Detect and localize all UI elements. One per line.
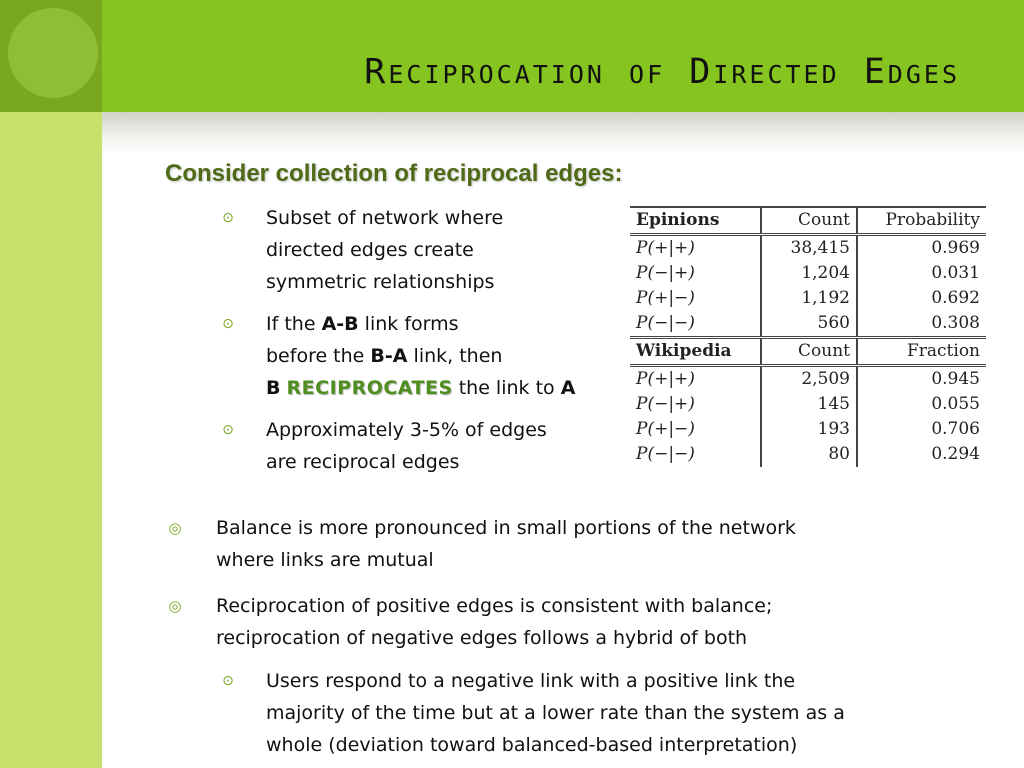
sub-bullet-reciprocates [222, 308, 576, 404]
table-cell: P(+|+) [630, 366, 761, 393]
decor-circle [8, 8, 98, 98]
reciprocates-highlight: RECIPROCATES [286, 377, 453, 399]
table-header-cell: Count [761, 207, 857, 235]
table-cell: 560 [761, 311, 857, 338]
text-run: link, then [407, 345, 503, 367]
table-row [630, 235, 986, 262]
bold-run: B-A [370, 345, 408, 367]
table-header-cell: Fraction [857, 338, 986, 366]
section-heading: Consider collection of reciprocal edges: [165, 160, 623, 187]
bullet-line: are reciprocal edges [266, 451, 460, 473]
table-cell: 193 [761, 417, 857, 442]
table-row [630, 286, 986, 311]
table-cell: 145 [761, 392, 857, 417]
table-cell: 38,415 [761, 235, 857, 262]
bullet-line: Subset of network where [266, 207, 504, 229]
sub-bullet-approx [222, 414, 547, 478]
bullet-line: directed edges create [266, 239, 474, 261]
table-cell: 0.294 [931, 444, 980, 464]
table-cell: 80 [761, 442, 857, 467]
table-cell: 0.308 [857, 311, 986, 338]
bullet-line [266, 372, 575, 404]
bullet-line: Balance is more pronounced in small portions of the network [216, 517, 796, 539]
table-cell: P(−|+) [630, 392, 761, 417]
table-cell: P(−|−) [630, 442, 761, 467]
table-row [630, 442, 986, 467]
table-cell: 1,192 [761, 286, 857, 311]
sub-bullet-subset [222, 202, 504, 298]
table-row [630, 366, 986, 393]
table-row [630, 261, 986, 286]
table-cell: 0.692 [931, 288, 980, 308]
table-header-cell: Probability [857, 207, 986, 235]
table-cell: 0.969 [931, 238, 980, 258]
bullet-line: majority of the time but at a lower rate than the system as a [266, 702, 845, 724]
bullet-line: Approximately 3-5% of edges [266, 419, 547, 441]
left-decor-bar [0, 0, 102, 768]
title-shadow [102, 112, 1024, 154]
table-cell: P(−|−) [630, 311, 761, 338]
title-corner-decor [0, 0, 102, 112]
table-header-cell: Wikipedia [630, 338, 761, 366]
bullet-line: Users respond to a negative link with a positive link the [266, 670, 796, 692]
table-row [630, 417, 986, 442]
data-table [630, 206, 986, 467]
table-cell: P(+|−) [630, 417, 761, 442]
bullet-line: where links are mutual [216, 549, 434, 571]
main-bullet-balance [168, 512, 796, 576]
table-cell: P(−|+) [630, 261, 761, 286]
double-circle-bullet-icon: ◎ [168, 597, 182, 615]
bullet-line: reciprocation of negative edges follows a hybrid of both [216, 627, 748, 649]
table-header-cell: Epinions [630, 207, 761, 235]
dotted-circle-bullet-icon: ⊙ [222, 316, 234, 332]
table-cell: 0.945 [931, 369, 980, 389]
table-cell: P(+|+) [630, 235, 761, 262]
bold-run: A-B [321, 313, 359, 335]
double-circle-bullet-icon: ◎ [168, 519, 182, 537]
bullet-line [266, 340, 575, 372]
text-run: the link to [452, 377, 561, 399]
table-cell: P(+|−) [630, 286, 761, 311]
bold-run: A [560, 377, 576, 399]
slide-title: Reciprocation of Directed Edges [364, 52, 960, 92]
table-cell: 0.055 [931, 394, 980, 414]
text-run: link forms [358, 313, 459, 335]
dotted-circle-bullet-icon: ⊙ [222, 422, 234, 438]
table-row [630, 311, 986, 338]
table-row [630, 392, 986, 417]
dotted-circle-bullet-icon: ⊙ [222, 673, 234, 689]
table-cell: 0.706 [931, 419, 980, 439]
text-run: If the [266, 313, 322, 335]
table-header-cell: Count [761, 338, 857, 366]
bullet-line [266, 308, 575, 340]
table-header-row [630, 338, 986, 366]
bullet-line: Reciprocation of positive edges is consistent with balance; [216, 595, 773, 617]
reciprocation-table [630, 206, 988, 476]
dotted-circle-bullet-icon: ⊙ [222, 210, 234, 226]
text-run: before the [266, 345, 371, 367]
table-cell: 0.031 [931, 263, 980, 283]
table-cell: 1,204 [761, 261, 857, 286]
nested-bullet-users [222, 665, 845, 761]
table-header-row [630, 207, 986, 235]
table-cell: 2,509 [761, 366, 857, 393]
bullet-line: symmetric relationships [266, 271, 495, 293]
main-bullet-reciprocation [168, 590, 773, 654]
bullet-line: whole (deviation toward balanced-based interpretation) [266, 734, 798, 756]
bold-run: B [266, 377, 281, 399]
